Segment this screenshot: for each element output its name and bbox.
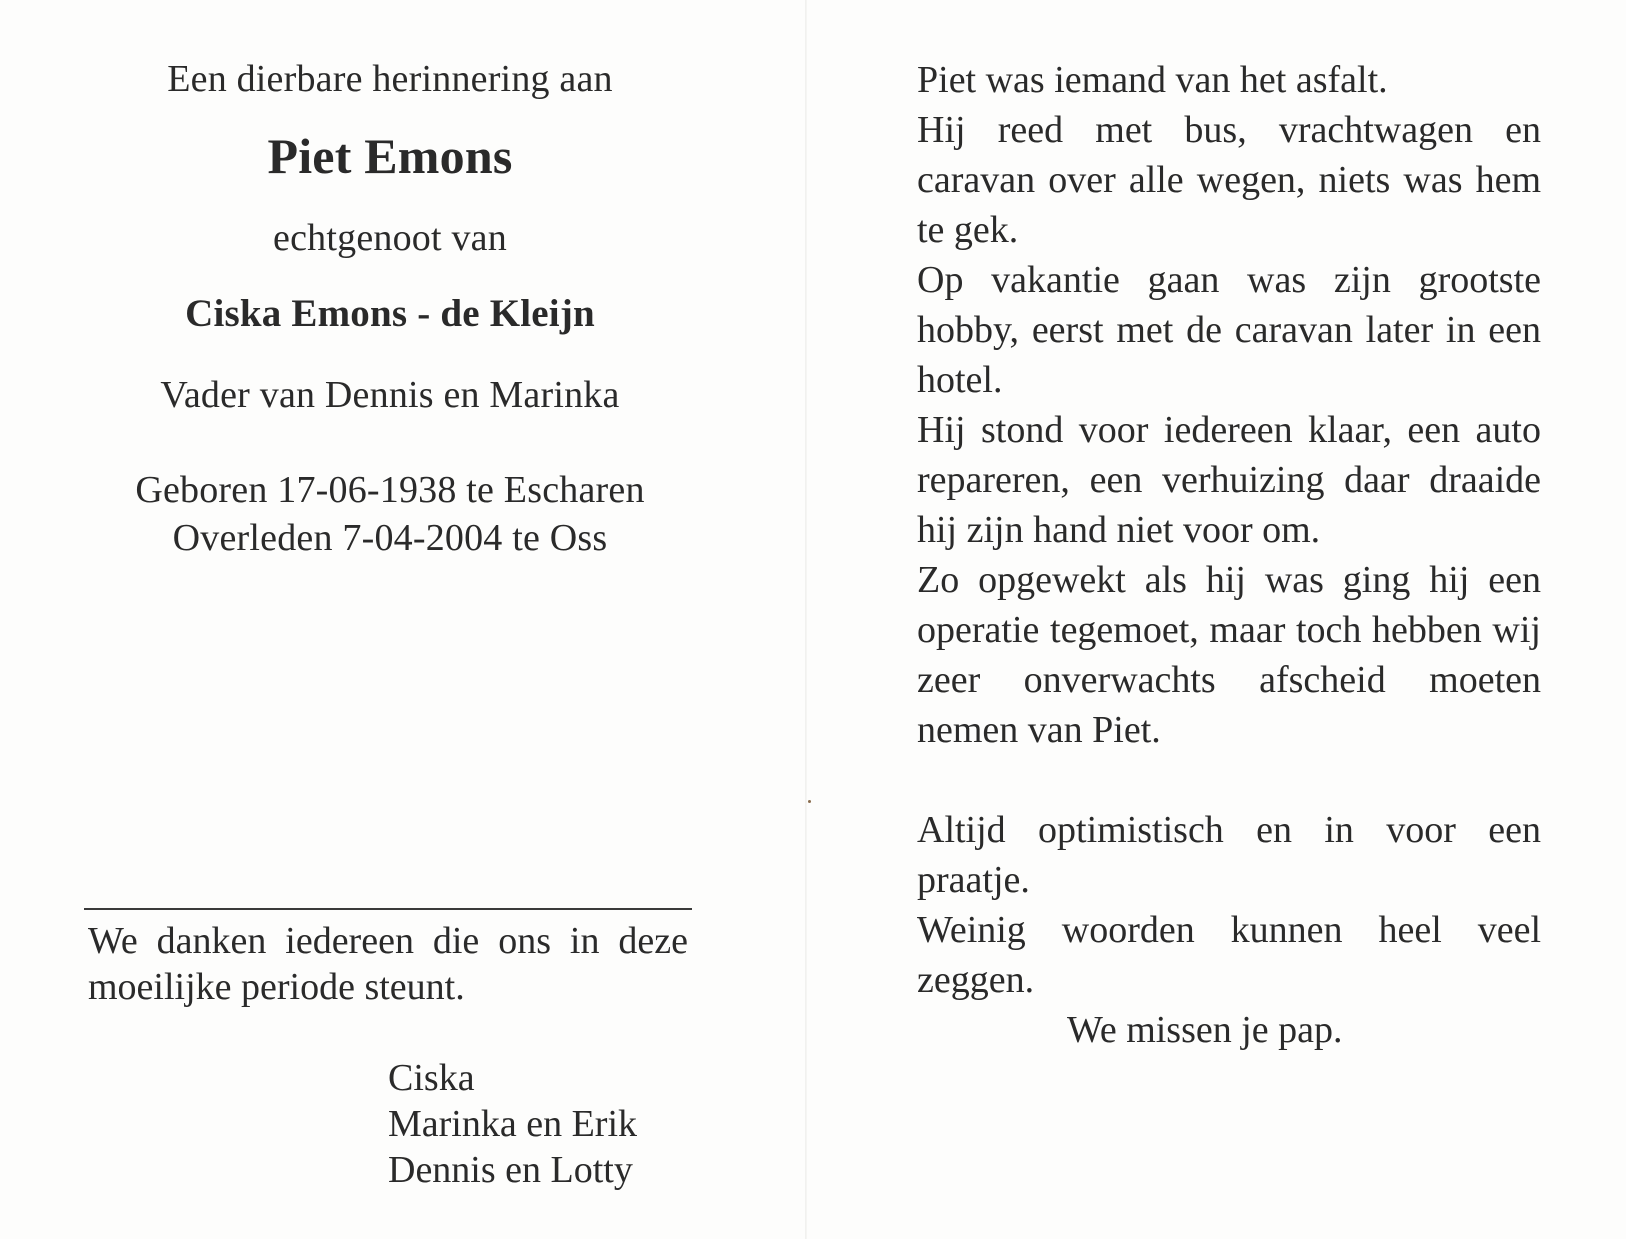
poem-paragraph: Weinig woorden kunnen heel veel zeggen. <box>917 909 1541 1001</box>
card-fold <box>805 0 807 1239</box>
spouse-label: echtgenoot van <box>273 217 507 259</box>
poem-paragraph: Piet was iemand van het asfalt. <box>917 59 1388 101</box>
poem-paragraph: Op vakantie gaan was zijn grootste hobby, eerst met de caravan later in een hotel. <box>917 259 1541 401</box>
poem-paragraph: Hij reed met bus, vrachtwagen en caravan over alle wegen, niets was hem te gek. <box>917 109 1541 251</box>
signature-line: Ciska <box>388 1057 475 1099</box>
poem-paragraph: Altijd optimistisch en in voor een praatje. <box>917 809 1541 901</box>
right-panel <box>917 55 1541 1055</box>
poem-paragraph: Hij stond voor iedereen klaar, een auto repareren, een verhuizing daar draaide hij zijn hand niet voor om. <box>917 409 1541 551</box>
signatures <box>388 1055 637 1193</box>
spouse-name: Ciska Emons - de Kleijn <box>185 292 595 335</box>
paper-speck <box>808 800 811 803</box>
intro-text: Een dierbare herinnering aan <box>167 58 613 100</box>
signature-line: Dennis en Lotty <box>388 1149 633 1191</box>
thanks-text: We danken iedereen die ons in deze moeilijke periode steunt. <box>88 920 688 1008</box>
divider-line <box>84 908 692 910</box>
paragraph-gap <box>917 755 1541 805</box>
deceased-name: Piet Emons <box>267 128 513 184</box>
birth-text: Geboren 17-06-1938 te Escharen <box>135 469 645 511</box>
death-text: Overleden 7-04-2004 te Oss <box>172 517 608 559</box>
closing-line: We missen je pap. <box>1067 1009 1343 1051</box>
signature-line: Marinka en Erik <box>388 1103 638 1145</box>
poem-paragraph: Zo opgewekt als hij was ging hij een operatie tegemoet, maar toch hebben wij zeer onverwachts afscheid moeten nemen van Piet. <box>917 559 1541 751</box>
children-text: Vader van Dennis en Marinka <box>160 374 620 416</box>
